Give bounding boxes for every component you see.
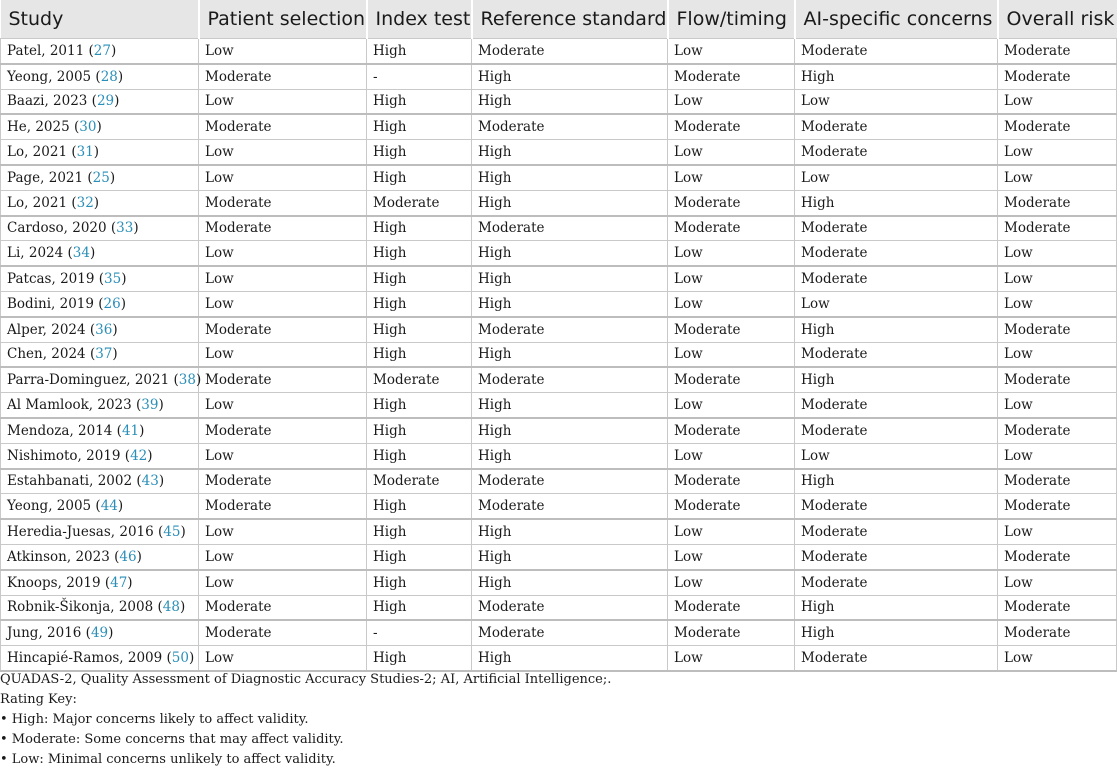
header-study: Study	[1, 0, 199, 39]
cell-ai-specific-concerns: Moderate	[795, 418, 998, 443]
reference-link[interactable]: 36	[95, 321, 113, 338]
cell-patient-selection: Moderate	[199, 469, 367, 494]
footnote-key-high: • High: Major concerns likely to affect validity.	[0, 712, 309, 727]
cell-reference-standard: High	[472, 570, 668, 595]
cell-reference-standard: High	[472, 140, 668, 165]
reference-link[interactable]: 29	[96, 93, 115, 110]
table-row	[1, 266, 1117, 291]
cell-overall-risk: Moderate	[998, 544, 1117, 569]
cell-study: Robnik-Šikonja, 2008 (48)	[1, 595, 199, 620]
cell-ai-specific-concerns: High	[795, 595, 998, 620]
study-name: Yeong, 2005	[7, 498, 92, 515]
cell-reference-standard: High	[472, 418, 668, 443]
cell-overall-risk: Low	[998, 519, 1117, 544]
reference-link[interactable]: 48	[162, 599, 180, 616]
table-row	[1, 620, 1117, 645]
cell-ai-specific-concerns: Low	[795, 443, 998, 468]
cell-index-test: -	[367, 64, 472, 89]
cell-study: Chen, 2024 (37)	[1, 342, 199, 367]
cell-overall-risk: Low	[998, 646, 1117, 671]
reference-link[interactable]: 44	[100, 498, 118, 515]
cell-overall-risk: Moderate	[998, 367, 1117, 392]
reference-link[interactable]: 42	[130, 447, 148, 464]
cell-index-test: High	[367, 241, 472, 266]
cell-flow-timing: Moderate	[668, 418, 795, 443]
cell-ai-specific-concerns: Moderate	[795, 39, 998, 64]
cell-study: Hincapié-Ramos, 2009 (50)	[1, 646, 199, 671]
cell-overall-risk: Moderate	[998, 595, 1117, 620]
cell-study: Page, 2021 (25)	[1, 165, 199, 190]
cell-patient-selection: Moderate	[199, 494, 367, 519]
cell-index-test: High	[367, 595, 472, 620]
cell-index-test: High	[367, 544, 472, 569]
cell-study: Baazi, 2023 (29)	[1, 89, 199, 114]
table-row	[1, 595, 1117, 620]
cell-flow-timing: Moderate	[668, 469, 795, 494]
table-header-row	[1, 0, 1117, 39]
cell-study: Patel, 2011 (27)	[1, 39, 199, 64]
table-row	[1, 519, 1117, 544]
cell-index-test: Moderate	[367, 469, 472, 494]
cell-overall-risk: Low	[998, 140, 1117, 165]
study-name: Lo, 2021	[7, 144, 68, 161]
cell-study: Atkinson, 2023 (46)	[1, 544, 199, 569]
cell-ai-specific-concerns: Moderate	[795, 646, 998, 671]
cell-reference-standard: Moderate	[472, 39, 668, 64]
cell-flow-timing: Low	[668, 165, 795, 190]
table-row	[1, 418, 1117, 443]
cell-reference-standard: Moderate	[472, 317, 668, 342]
cell-ai-specific-concerns: High	[795, 317, 998, 342]
cell-ai-specific-concerns: High	[795, 367, 998, 392]
cell-flow-timing: Low	[668, 140, 795, 165]
cell-ai-specific-concerns: Low	[795, 89, 998, 114]
table-footnote	[0, 670, 611, 770]
cell-index-test: High	[367, 89, 472, 114]
footnote-key-title: Rating Key:	[0, 692, 77, 707]
cell-flow-timing: Moderate	[668, 64, 795, 89]
table-row	[1, 570, 1117, 595]
table-row	[1, 291, 1117, 316]
cell-reference-standard: High	[472, 393, 668, 418]
cell-patient-selection: Low	[199, 544, 367, 569]
cell-index-test: High	[367, 342, 472, 367]
cell-study: Cardoso, 2020 (33)	[1, 216, 199, 241]
study-name: Atkinson, 2023	[7, 548, 110, 565]
cell-overall-risk: Moderate	[998, 39, 1117, 64]
reference-link[interactable]: 43	[141, 473, 159, 490]
cell-ai-specific-concerns: Moderate	[795, 114, 998, 139]
cell-study: Parra-Dominguez, 2021 (38)	[1, 367, 199, 392]
cell-study: Jung, 2016 (49)	[1, 620, 199, 645]
study-name: Cardoso, 2020	[7, 220, 107, 237]
cell-index-test: High	[367, 443, 472, 468]
cell-reference-standard: High	[472, 190, 668, 215]
cell-patient-selection: Low	[199, 39, 367, 64]
cell-ai-specific-concerns: Moderate	[795, 393, 998, 418]
cell-study: Heredia-Juesas, 2016 (45)	[1, 519, 199, 544]
table-row	[1, 165, 1117, 190]
cell-overall-risk: Moderate	[998, 620, 1117, 645]
header-index-test: Index test	[367, 0, 472, 39]
cell-patient-selection: Moderate	[199, 190, 367, 215]
cell-patient-selection: Moderate	[199, 620, 367, 645]
cell-ai-specific-concerns: Moderate	[795, 519, 998, 544]
cell-patient-selection: Low	[199, 646, 367, 671]
cell-index-test: High	[367, 393, 472, 418]
reference-link[interactable]: 32	[76, 194, 94, 211]
reference-link[interactable]: 45	[163, 524, 181, 541]
table-row	[1, 114, 1117, 139]
cell-flow-timing: Low	[668, 89, 795, 114]
cell-overall-risk: Low	[998, 570, 1117, 595]
cell-flow-timing: Low	[668, 544, 795, 569]
cell-ai-specific-concerns: Moderate	[795, 342, 998, 367]
cell-patient-selection: Moderate	[199, 216, 367, 241]
footnote-key-moderate: • Moderate: Some concerns that may affect validity.	[0, 732, 344, 747]
study-name: Heredia-Juesas, 2016	[7, 524, 154, 541]
cell-overall-risk: Low	[998, 291, 1117, 316]
study-name: Mendoza, 2014	[7, 422, 113, 439]
cell-ai-specific-concerns: Moderate	[795, 241, 998, 266]
reference-link[interactable]: 37	[95, 346, 113, 363]
table-row	[1, 443, 1117, 468]
cell-flow-timing: Low	[668, 266, 795, 291]
cell-index-test: High	[367, 570, 472, 595]
cell-index-test: Moderate	[367, 367, 472, 392]
header-overall-risk: Overall risk	[998, 0, 1117, 39]
cell-index-test: -	[367, 620, 472, 645]
cell-study: Bodini, 2019 (26)	[1, 291, 199, 316]
cell-overall-risk: Low	[998, 443, 1117, 468]
cell-ai-specific-concerns: High	[795, 469, 998, 494]
reference-link[interactable]: 26	[103, 295, 121, 312]
cell-reference-standard: Moderate	[472, 620, 668, 645]
cell-ai-specific-concerns: Moderate	[795, 494, 998, 519]
cell-reference-standard: Moderate	[472, 494, 668, 519]
cell-flow-timing: Moderate	[668, 317, 795, 342]
reference-link[interactable]: 33	[116, 220, 134, 237]
cell-flow-timing: Moderate	[668, 216, 795, 241]
cell-flow-timing: Low	[668, 443, 795, 468]
header-flow-timing: Flow/timing	[668, 0, 795, 39]
reference-link[interactable]: 50	[171, 650, 189, 667]
cell-flow-timing: Moderate	[668, 114, 795, 139]
cell-study: Mendoza, 2014 (41)	[1, 418, 199, 443]
cell-index-test: High	[367, 140, 472, 165]
cell-overall-risk: Moderate	[998, 469, 1117, 494]
study-name: Al Mamlook, 2023	[7, 397, 132, 414]
cell-ai-specific-concerns: Moderate	[795, 140, 998, 165]
cell-overall-risk: Moderate	[998, 114, 1117, 139]
cell-flow-timing: Low	[668, 646, 795, 671]
cell-patient-selection: Low	[199, 519, 367, 544]
cell-reference-standard: High	[472, 241, 668, 266]
cell-flow-timing: Low	[668, 393, 795, 418]
cell-study: Li, 2024 (34)	[1, 241, 199, 266]
cell-reference-standard: Moderate	[472, 114, 668, 139]
study-name: Lo, 2021	[7, 194, 68, 211]
study-name: Page, 2021	[7, 169, 84, 186]
reference-link[interactable]: 27	[93, 42, 111, 59]
reference-link[interactable]: 47	[110, 574, 128, 591]
cell-index-test: High	[367, 317, 472, 342]
cell-patient-selection: Low	[199, 266, 367, 291]
cell-flow-timing: Low	[668, 291, 795, 316]
cell-overall-risk: Moderate	[998, 216, 1117, 241]
cell-flow-timing: Moderate	[668, 620, 795, 645]
cell-reference-standard: High	[472, 443, 668, 468]
cell-index-test: High	[367, 216, 472, 241]
table-row	[1, 317, 1117, 342]
study-name: Baazi, 2023	[7, 93, 88, 110]
header-reference-standard: Reference standard	[472, 0, 668, 39]
study-name: Alper, 2024	[7, 321, 86, 338]
cell-index-test: High	[367, 418, 472, 443]
study-name: Patel, 2011	[7, 42, 85, 59]
cell-ai-specific-concerns: High	[795, 190, 998, 215]
cell-ai-specific-concerns: Moderate	[795, 216, 998, 241]
study-name: Patcas, 2019	[7, 271, 95, 288]
table-row	[1, 216, 1117, 241]
cell-reference-standard: High	[472, 646, 668, 671]
cell-patient-selection: Low	[199, 570, 367, 595]
header-ai-specific-concerns: AI-specific concerns	[795, 0, 998, 39]
cell-overall-risk: Low	[998, 89, 1117, 114]
cell-overall-risk: Low	[998, 266, 1117, 291]
cell-patient-selection: Moderate	[199, 64, 367, 89]
study-name: Knoops, 2019	[7, 574, 101, 591]
reference-link[interactable]: 49	[90, 625, 109, 642]
cell-flow-timing: Low	[668, 241, 795, 266]
cell-reference-standard: Moderate	[472, 595, 668, 620]
table-row	[1, 190, 1117, 215]
cell-index-test: High	[367, 519, 472, 544]
cell-ai-specific-concerns: High	[795, 64, 998, 89]
study-name: Nishimoto, 2019	[7, 447, 121, 464]
reference-link[interactable]: 25	[92, 169, 110, 186]
cell-ai-specific-concerns: High	[795, 620, 998, 645]
cell-index-test: High	[367, 646, 472, 671]
study-name: Jung, 2016	[7, 625, 82, 642]
study-name: Estahbanati, 2002	[7, 473, 133, 490]
cell-reference-standard: High	[472, 165, 668, 190]
cell-overall-risk: Low	[998, 165, 1117, 190]
cell-patient-selection: Low	[199, 342, 367, 367]
cell-overall-risk: Low	[998, 342, 1117, 367]
study-name: Bodini, 2019	[7, 295, 94, 312]
cell-patient-selection: Low	[199, 140, 367, 165]
table-row	[1, 494, 1117, 519]
header-patient-selection: Patient selection	[199, 0, 367, 39]
cell-reference-standard: High	[472, 64, 668, 89]
cell-reference-standard: High	[472, 544, 668, 569]
cell-flow-timing: Low	[668, 519, 795, 544]
study-name: Chen, 2024	[7, 346, 86, 363]
table-row	[1, 367, 1117, 392]
cell-overall-risk: Low	[998, 241, 1117, 266]
reference-link[interactable]: 28	[100, 68, 118, 85]
table-row	[1, 544, 1117, 569]
cell-patient-selection: Low	[199, 165, 367, 190]
cell-flow-timing: Moderate	[668, 190, 795, 215]
cell-study: Yeong, 2005 (44)	[1, 494, 199, 519]
cell-reference-standard: High	[472, 519, 668, 544]
cell-study: Nishimoto, 2019 (42)	[1, 443, 199, 468]
cell-reference-standard: High	[472, 266, 668, 291]
cell-flow-timing: Moderate	[668, 494, 795, 519]
cell-ai-specific-concerns: Moderate	[795, 570, 998, 595]
reference-link[interactable]: 30	[79, 119, 97, 136]
reference-link[interactable]: 34	[72, 245, 90, 262]
study-name: Parra-Dominguez, 2021	[7, 372, 170, 389]
reference-link[interactable]: 41	[121, 422, 140, 439]
reference-link[interactable]: 38	[178, 372, 196, 389]
table-row	[1, 469, 1117, 494]
cell-overall-risk: Moderate	[998, 64, 1117, 89]
cell-reference-standard: High	[472, 291, 668, 316]
table-row	[1, 646, 1117, 671]
study-name: Li, 2024	[7, 245, 64, 262]
cell-patient-selection: Moderate	[199, 367, 367, 392]
cell-ai-specific-concerns: Moderate	[795, 266, 998, 291]
cell-patient-selection: Low	[199, 443, 367, 468]
cell-study: Knoops, 2019 (47)	[1, 570, 199, 595]
table-row	[1, 241, 1117, 266]
cell-overall-risk: Moderate	[998, 494, 1117, 519]
reference-link[interactable]: 46	[119, 548, 137, 565]
table-row	[1, 64, 1117, 89]
cell-reference-standard: High	[472, 342, 668, 367]
cell-overall-risk: Moderate	[998, 317, 1117, 342]
study-name: Yeong, 2005	[7, 68, 92, 85]
cell-index-test: High	[367, 291, 472, 316]
table-row	[1, 39, 1117, 64]
cell-reference-standard: Moderate	[472, 216, 668, 241]
cell-index-test: Moderate	[367, 190, 472, 215]
cell-study: Lo, 2021 (31)	[1, 140, 199, 165]
cell-flow-timing: Moderate	[668, 367, 795, 392]
cell-ai-specific-concerns: Moderate	[795, 544, 998, 569]
cell-study: Al Mamlook, 2023 (39)	[1, 393, 199, 418]
cell-index-test: High	[367, 165, 472, 190]
cell-patient-selection: Moderate	[199, 418, 367, 443]
cell-index-test: High	[367, 494, 472, 519]
cell-patient-selection: Low	[199, 393, 367, 418]
footnote-key-low: • Low: Minimal concerns unlikely to affect validity.	[0, 752, 336, 767]
study-name: Hincapié-Ramos, 2009	[7, 650, 163, 667]
table-body	[1, 39, 1117, 671]
cell-overall-risk: Moderate	[998, 190, 1117, 215]
cell-reference-standard: Moderate	[472, 367, 668, 392]
study-name: Robnik-Šikonja, 2008	[7, 599, 154, 616]
cell-overall-risk: Low	[998, 393, 1117, 418]
cell-patient-selection: Moderate	[199, 114, 367, 139]
cell-patient-selection: Low	[199, 291, 367, 316]
table-row	[1, 342, 1117, 367]
table-row	[1, 393, 1117, 418]
cell-index-test: High	[367, 39, 472, 64]
study-name: He, 2025	[7, 119, 70, 136]
reference-link[interactable]: 31	[76, 144, 94, 161]
cell-index-test: High	[367, 266, 472, 291]
cell-patient-selection: Low	[199, 89, 367, 114]
cell-ai-specific-concerns: Low	[795, 291, 998, 316]
cell-study: Lo, 2021 (32)	[1, 190, 199, 215]
footnote-abbreviations: QUADAS-2, Quality Assessment of Diagnostic Accuracy Studies-2; AI, Artificial Intelligence;.	[0, 672, 612, 687]
cell-study: Alper, 2024 (36)	[1, 317, 199, 342]
table-row	[1, 140, 1117, 165]
reference-link[interactable]: 35	[104, 271, 122, 288]
cell-study: He, 2025 (30)	[1, 114, 199, 139]
cell-reference-standard: Moderate	[472, 469, 668, 494]
cell-flow-timing: Moderate	[668, 595, 795, 620]
cell-patient-selection: Moderate	[199, 317, 367, 342]
cell-study: Yeong, 2005 (28)	[1, 64, 199, 89]
cell-flow-timing: Low	[668, 570, 795, 595]
cell-flow-timing: Low	[668, 342, 795, 367]
table-row	[1, 89, 1117, 114]
cell-patient-selection: Low	[199, 241, 367, 266]
reference-link[interactable]: 39	[141, 397, 159, 414]
cell-ai-specific-concerns: Low	[795, 165, 998, 190]
cell-patient-selection: Moderate	[199, 595, 367, 620]
cell-index-test: High	[367, 114, 472, 139]
cell-reference-standard: High	[472, 89, 668, 114]
cell-study: Estahbanati, 2002 (43)	[1, 469, 199, 494]
cell-flow-timing: Low	[668, 39, 795, 64]
cell-overall-risk: Moderate	[998, 418, 1117, 443]
cell-study: Patcas, 2019 (35)	[1, 266, 199, 291]
